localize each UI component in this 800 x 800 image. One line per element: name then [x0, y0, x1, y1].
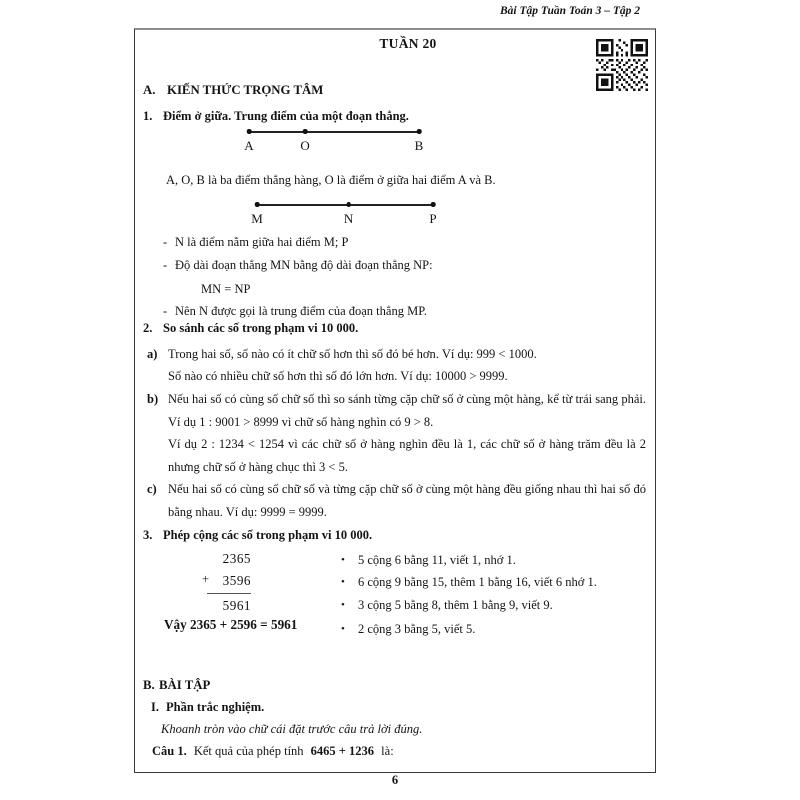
- note-item-2: [163, 254, 643, 277]
- item-2b: [147, 388, 646, 433]
- segment-diagram-aob: [244, 124, 424, 162]
- point-label-a: A: [244, 138, 254, 153]
- question-1-suffix: là:: [381, 744, 394, 758]
- item-2a-line-1: Trong hai số, số nào có ít chữ số hơn thì số đó bé hơn. Ví dụ: 999 < 1000.: [168, 347, 537, 361]
- step-text-1: 5 cộng 6 bằng 11, viết 1, nhớ 1.: [358, 553, 516, 567]
- step-text-3: 3 cộng 5 bằng 8, thêm 1 bằng 9, viết 9.: [358, 597, 553, 612]
- item-2a-label: a): [147, 347, 158, 361]
- segment-line-aob: [249, 131, 419, 133]
- point-dot-b: [417, 129, 422, 134]
- point-label-p: P: [429, 211, 437, 226]
- item-2-heading: [143, 317, 643, 340]
- item-3-label: 3.: [143, 528, 153, 542]
- step-item-2: [341, 571, 641, 593]
- section-a-label: A.: [143, 83, 156, 97]
- step-text-4: 2 cộng 3 bằng 5, viết 5.: [358, 622, 476, 637]
- dash-marker: -: [163, 258, 168, 272]
- segment-diagram-mnp: [251, 197, 437, 235]
- question-1: [152, 740, 646, 763]
- vertical-addition: [202, 548, 251, 617]
- step-item-3: [341, 594, 641, 616]
- section-b-heading: [143, 674, 643, 697]
- addition-conclusion: Vậy 2365 + 2596 = 5961: [164, 617, 298, 632]
- formula-mn-np: MN = NP: [201, 282, 251, 296]
- page-frame: [134, 28, 656, 773]
- diagram-caption: A, O, B là ba điểm thẳng hàng, O là điểm ở giữa hai điểm A và B.: [166, 173, 496, 187]
- bullet-icon: •: [341, 623, 345, 636]
- bullet-icon: •: [341, 554, 345, 566]
- segment-line-mnp: [257, 204, 433, 206]
- part-i-label: I.: [151, 700, 159, 714]
- point-label-b: B: [414, 138, 424, 153]
- addition-addend-1: 2365: [222, 551, 251, 566]
- dash-marker: -: [163, 235, 168, 249]
- item-2a: [147, 343, 646, 366]
- section-b-title: BÀI TẬP: [159, 678, 211, 692]
- item-3-heading: [143, 524, 643, 547]
- note-item-1: [163, 231, 643, 254]
- section-a-title: KIẾN THỨC TRỌNG TÂM: [167, 83, 324, 97]
- item-1-label: 1.: [143, 109, 153, 123]
- section-b-label: B.: [143, 678, 155, 692]
- item-3-title: Phép cộng các số trong phạm vi 10 000.: [163, 528, 373, 542]
- plus-sign: +: [202, 572, 210, 586]
- addition-sum: 5961: [222, 598, 251, 613]
- question-1-text: Kết quả của phép tính: [193, 744, 304, 758]
- item-1-title: Điểm ở giữa. Trung điểm của một đoạn thẳng.: [163, 109, 409, 123]
- note-text-2: Độ dài đoạn thẳng MN bằng độ dài đoạn thẳng NP:: [175, 258, 433, 272]
- instruction-line: Khoanh tròn vào chữ cái đặt trước câu trả lời đúng.: [161, 722, 423, 736]
- week-title: TUẦN 20: [379, 36, 437, 51]
- bullet-icon: •: [341, 576, 345, 589]
- item-2c-para: Nếu hai số có cùng số chữ số và từng cặp chữ số ở cùng một hàng đều giống nhau thì hai số đó bằng nhau. Ví dụ: 9999 = 9999.: [168, 482, 646, 519]
- question-1-label: Câu 1.: [152, 744, 187, 758]
- step-item-4: [341, 618, 641, 640]
- addition-addend-2: 3596: [222, 573, 251, 588]
- item-2a-line-2: Số nào có nhiều chữ số hơn thì số đó lớn hơn. Ví dụ: 10000 > 9999.: [168, 369, 508, 383]
- point-label-o: O: [300, 138, 310, 153]
- point-dot-m: [255, 202, 260, 207]
- item-2-label: 2.: [143, 321, 153, 335]
- note-text-3: Nên N được gọi là trung điểm của đoạn thẳng MP.: [175, 304, 427, 318]
- item-2b-label: b): [147, 392, 159, 406]
- step-item-1: [341, 549, 641, 571]
- running-header: Bài Tập Tuần Toán 3 – Tập 2: [499, 5, 640, 17]
- item-2c-label: c): [147, 482, 157, 496]
- note-text-1: N là điểm nằm giữa hai điểm M; P: [175, 235, 349, 249]
- part-i-heading: [151, 696, 643, 719]
- item-2-title: So sánh các số trong phạm vi 10 000.: [163, 321, 359, 335]
- item-2b-para-1: Nếu hai số có cùng số chữ số thì so sánh từng cặp chữ số ở cùng một hàng, kể từ trái sang phải. Ví dụ 1 : 9001 > 8999 vì chữ số hàng nghìn có 9 > 8.: [168, 392, 646, 429]
- point-dot-n: [346, 202, 351, 207]
- addition-steps: [341, 549, 641, 641]
- bullet-icon: •: [341, 598, 345, 611]
- part-i-title: Phần trắc nghiệm.: [166, 700, 265, 714]
- point-label-m: M: [251, 211, 263, 226]
- question-1-expression: 6465 + 1236: [310, 744, 375, 758]
- item-2c: [147, 478, 646, 523]
- section-a-heading: [143, 79, 643, 102]
- point-label-n: N: [343, 211, 354, 226]
- item-2b-para-2: Ví dụ 2 : 1234 < 1254 vì các chữ số ở hàng nghìn đều là 1, các chữ số ở hàng trăm đều là 2 nhưng chữ số ở hàng chục thì 3 < 5.: [168, 437, 646, 474]
- point-dot-o: [303, 129, 308, 134]
- point-dot-p: [431, 202, 436, 207]
- point-dot-a: [247, 129, 252, 134]
- page-number: 6: [391, 773, 399, 787]
- addition-rule: [207, 593, 251, 594]
- step-text-2: 6 cộng 9 bằng 15, thêm 1 bằng 16, viết 6 nhớ 1.: [358, 575, 597, 590]
- dash-marker: -: [163, 304, 168, 318]
